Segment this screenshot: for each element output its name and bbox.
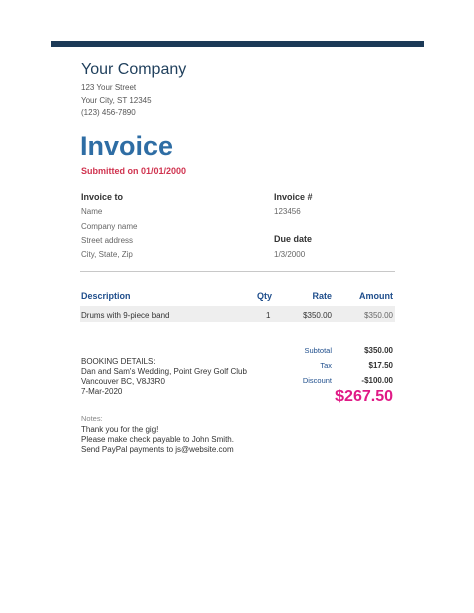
invoice-title: Invoice bbox=[80, 131, 174, 161]
row-qty: 1 bbox=[266, 311, 271, 320]
total-amount: $267.50 bbox=[335, 388, 393, 405]
due-date-heading: Due date bbox=[274, 234, 313, 244]
row-amount: $350.00 bbox=[364, 311, 393, 320]
discount-label: Discount bbox=[302, 376, 332, 385]
section-divider bbox=[80, 271, 395, 272]
booking-location: Vancouver BC, V8J3R0 bbox=[81, 377, 165, 386]
notes-line: Send PayPal payments to js@website.com bbox=[81, 445, 234, 454]
invoice-number-heading: Invoice # bbox=[274, 192, 313, 202]
col-header-amount: Amount bbox=[359, 291, 393, 301]
row-rate: $350.00 bbox=[303, 311, 332, 320]
subtotal-label: Subtotal bbox=[304, 346, 332, 355]
recipient-company: Company name bbox=[81, 222, 138, 231]
tax-value: $17.50 bbox=[368, 361, 393, 370]
due-date: 1/3/2000 bbox=[274, 250, 306, 259]
booking-date: 7-Mar-2020 bbox=[81, 387, 123, 396]
tax-label: Tax bbox=[320, 361, 332, 370]
recipient-street: Street address bbox=[81, 236, 134, 245]
submitted-date: Submitted on 01/01/2000 bbox=[81, 166, 187, 176]
recipient-name: Name bbox=[81, 207, 103, 216]
invoice-number: 123456 bbox=[274, 207, 301, 216]
row-description: Drums with 9-piece band bbox=[81, 311, 170, 320]
col-header-qty: Qty bbox=[257, 291, 273, 301]
company-phone: (123) 456-7890 bbox=[81, 108, 136, 117]
notes-line: Thank you for the gig! bbox=[81, 425, 159, 434]
col-header-description: Description bbox=[81, 291, 131, 301]
notes-line: Please make check payable to John Smith. bbox=[81, 435, 234, 444]
company-city: Your City, ST 12345 bbox=[81, 96, 152, 105]
booking-event: Dan and Sam's Wedding, Point Grey Golf Club bbox=[81, 367, 247, 376]
header-accent-bar bbox=[51, 41, 424, 47]
notes-label: Notes: bbox=[81, 414, 103, 423]
company-street: 123 Your Street bbox=[81, 83, 137, 92]
col-header-rate: Rate bbox=[312, 291, 332, 301]
discount-value: -$100.00 bbox=[361, 376, 393, 385]
subtotal-value: $350.00 bbox=[364, 346, 393, 355]
company-name: Your Company bbox=[81, 61, 187, 78]
invoice-to-heading: Invoice to bbox=[81, 192, 124, 202]
recipient-city: City, State, Zip bbox=[81, 250, 133, 259]
booking-heading: BOOKING DETAILS: bbox=[81, 357, 156, 366]
